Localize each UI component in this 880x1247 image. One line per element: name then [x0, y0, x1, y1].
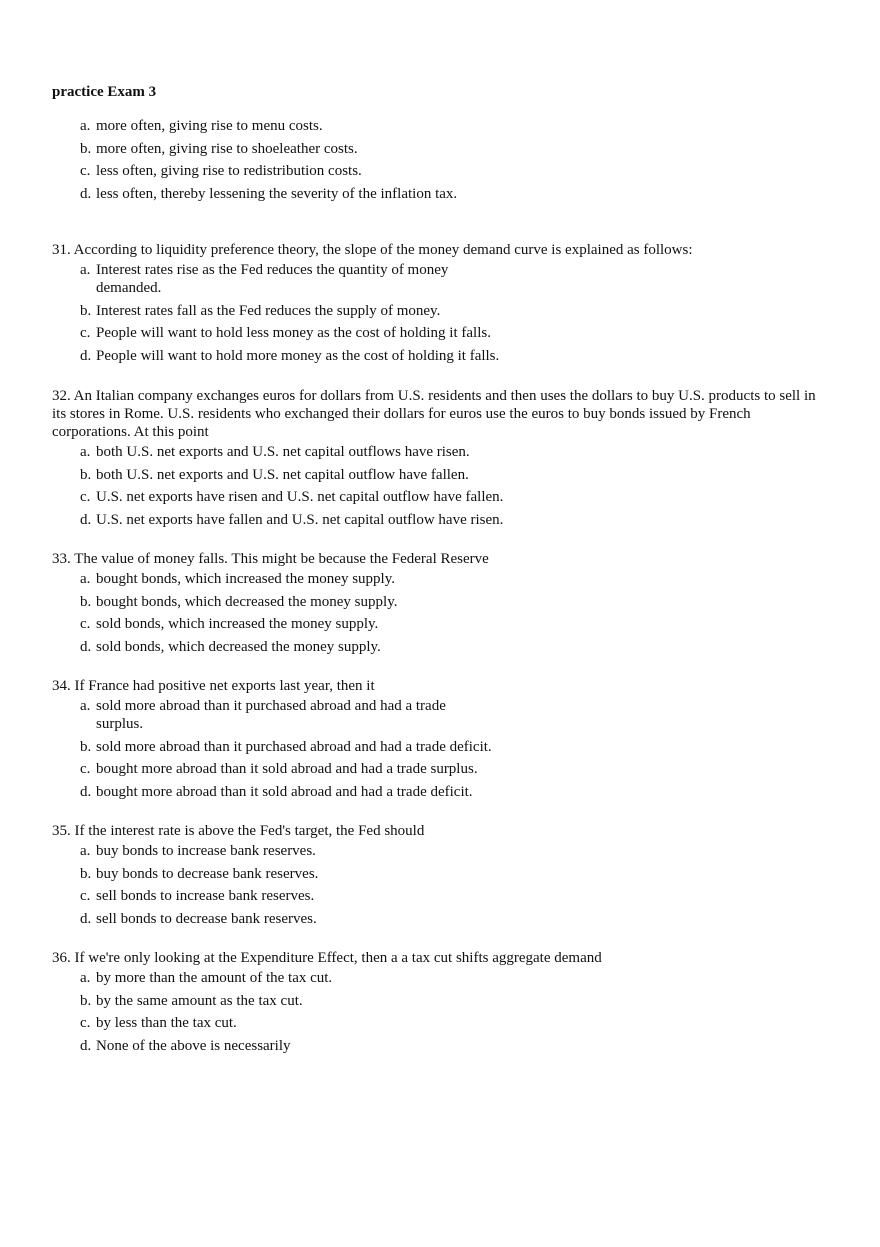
- option-letter: d.: [80, 910, 92, 927]
- option-b: [52, 992, 832, 1010]
- option-text: by the same amount as the tax cut.: [96, 992, 303, 1009]
- option-letter: a.: [80, 970, 91, 986]
- option-text: bought bonds, which increased the money supply.: [96, 571, 395, 587]
- option-c: [52, 887, 832, 905]
- option-letter: a.: [80, 698, 91, 714]
- question-36: [52, 949, 832, 1059]
- option-text: Interest rates rise as the Fed reduces the quantity of money demanded.: [96, 262, 449, 296]
- option-text: sold bonds, which decreased the money supply.: [96, 638, 381, 655]
- question-stem: 35. If the interest rate is above the Fed's target, the Fed should: [52, 823, 425, 839]
- question-stem: 36. If we're only looking at the Expenditure Effect, then a a tax cut shifts aggregate demand: [52, 950, 602, 966]
- option-letter: a.: [80, 444, 91, 460]
- page-title: practice Exam 3: [52, 84, 157, 100]
- option-b: [52, 738, 832, 756]
- option-letter: a.: [80, 843, 91, 859]
- question-stem: 32. An Italian company exchanges euros for dollars from U.S. residents and then uses the dollars to buy U.S. products to sell in its stores in Rome. U.S. residents who exchanged their dollars for euros use the euros to buy bonds issued by French corporations. At this point: [52, 388, 816, 440]
- option-letter: d.: [80, 638, 92, 655]
- question-stem: 33. The value of money falls. This might be because the Federal Reserve: [52, 551, 489, 567]
- option-letter: b.: [80, 302, 92, 319]
- option-a: [52, 842, 832, 860]
- option-text: more often, giving rise to shoeleather costs.: [96, 140, 358, 157]
- option-letter: d.: [80, 347, 92, 364]
- option-text: both U.S. net exports and U.S. net capital outflows have risen.: [96, 444, 470, 460]
- question-34: [52, 677, 832, 805]
- option-b: [52, 466, 832, 484]
- option-text: less often, thereby lessening the severity of the inflation tax.: [96, 185, 458, 202]
- option-text: by less than the tax cut.: [96, 1015, 237, 1031]
- option-d: [52, 638, 832, 656]
- option-letter: c.: [80, 616, 91, 632]
- option-a: [52, 443, 832, 461]
- option-c: [52, 488, 832, 506]
- option-d: [52, 185, 832, 203]
- option-letter: d.: [80, 783, 92, 800]
- option-d: [52, 511, 832, 529]
- option-a: [52, 969, 832, 987]
- option-text: sell bonds to decrease bank reserves.: [96, 910, 317, 927]
- option-text: buy bonds to decrease bank reserves.: [96, 865, 319, 882]
- option-b: [52, 865, 832, 883]
- option-b: [52, 593, 832, 611]
- option-letter: c.: [80, 325, 91, 341]
- option-b: [52, 140, 832, 158]
- options-list: [52, 570, 832, 656]
- option-text: U.S. net exports have risen and U.S. net capital outflow have fallen.: [96, 489, 504, 505]
- option-letter: b.: [80, 992, 92, 1009]
- option-letter: a.: [80, 571, 91, 587]
- option-letter: c.: [80, 761, 91, 777]
- question-35: [52, 822, 832, 932]
- option-text: more often, giving rise to menu costs.: [96, 118, 323, 134]
- question-31: [52, 241, 832, 369]
- option-c: [52, 615, 832, 633]
- option-c: [52, 1014, 832, 1032]
- question-30-continued: [52, 117, 832, 207]
- options-list: [52, 443, 832, 529]
- option-c: [52, 162, 832, 180]
- option-d: [52, 1037, 832, 1055]
- option-c: [52, 324, 832, 342]
- option-text: People will want to hold more money as the cost of holding it falls.: [96, 347, 500, 364]
- option-text: both U.S. net exports and U.S. net capital outflow have fallen.: [96, 466, 469, 483]
- option-a: [52, 570, 832, 588]
- option-b: [52, 302, 832, 320]
- options-list: [52, 117, 832, 203]
- question-33: [52, 550, 832, 660]
- option-text: less often, giving rise to redistribution costs.: [96, 163, 362, 179]
- option-letter: b.: [80, 466, 92, 483]
- option-text: U.S. net exports have fallen and U.S. net capital outflow have risen.: [96, 511, 504, 528]
- options-list: [52, 842, 832, 928]
- option-letter: c.: [80, 163, 91, 179]
- option-text: sold more abroad than it purchased abroad and had a trade surplus.: [96, 698, 446, 732]
- question-32: [52, 387, 832, 533]
- option-text: bought more abroad than it sold abroad and had a trade deficit.: [96, 783, 473, 800]
- option-letter: c.: [80, 888, 91, 904]
- option-a: [52, 261, 832, 297]
- options-list: [52, 261, 832, 365]
- option-text: bought bonds, which decreased the money supply.: [96, 593, 398, 610]
- option-text: sell bonds to increase bank reserves.: [96, 888, 315, 904]
- option-text: People will want to hold less money as the cost of holding it falls.: [96, 325, 491, 341]
- option-text: by more than the amount of the tax cut.: [96, 970, 333, 986]
- option-a: [52, 117, 832, 135]
- option-text: bought more abroad than it sold abroad and had a trade surplus.: [96, 761, 478, 777]
- option-text: sold more abroad than it purchased abroad and had a trade deficit.: [96, 738, 492, 755]
- option-d: [52, 783, 832, 801]
- option-letter: d.: [80, 185, 92, 202]
- option-letter: b.: [80, 140, 92, 157]
- option-letter: c.: [80, 1015, 91, 1031]
- option-c: [52, 760, 832, 778]
- option-text: buy bonds to increase bank reserves.: [96, 843, 316, 859]
- option-d: [52, 910, 832, 928]
- question-stem: 34. If France had positive net exports last year, then it: [52, 678, 375, 694]
- option-a: [52, 697, 832, 733]
- question-stem: 31. According to liquidity preference theory, the slope of the money demand curve is explained as follows:: [52, 242, 693, 258]
- option-letter: a.: [80, 118, 91, 134]
- option-text: None of the above is necessarily: [96, 1037, 291, 1054]
- option-letter: b.: [80, 865, 92, 882]
- option-letter: d.: [80, 1037, 92, 1054]
- option-letter: a.: [80, 262, 91, 278]
- option-d: [52, 347, 832, 365]
- option-text: Interest rates fall as the Fed reduces the supply of money.: [96, 302, 441, 319]
- options-list: [52, 969, 832, 1055]
- option-text: sold bonds, which increased the money supply.: [96, 616, 379, 632]
- option-letter: b.: [80, 738, 92, 755]
- option-letter: c.: [80, 489, 91, 505]
- option-letter: b.: [80, 593, 92, 610]
- options-list: [52, 697, 832, 801]
- option-letter: d.: [80, 511, 92, 528]
